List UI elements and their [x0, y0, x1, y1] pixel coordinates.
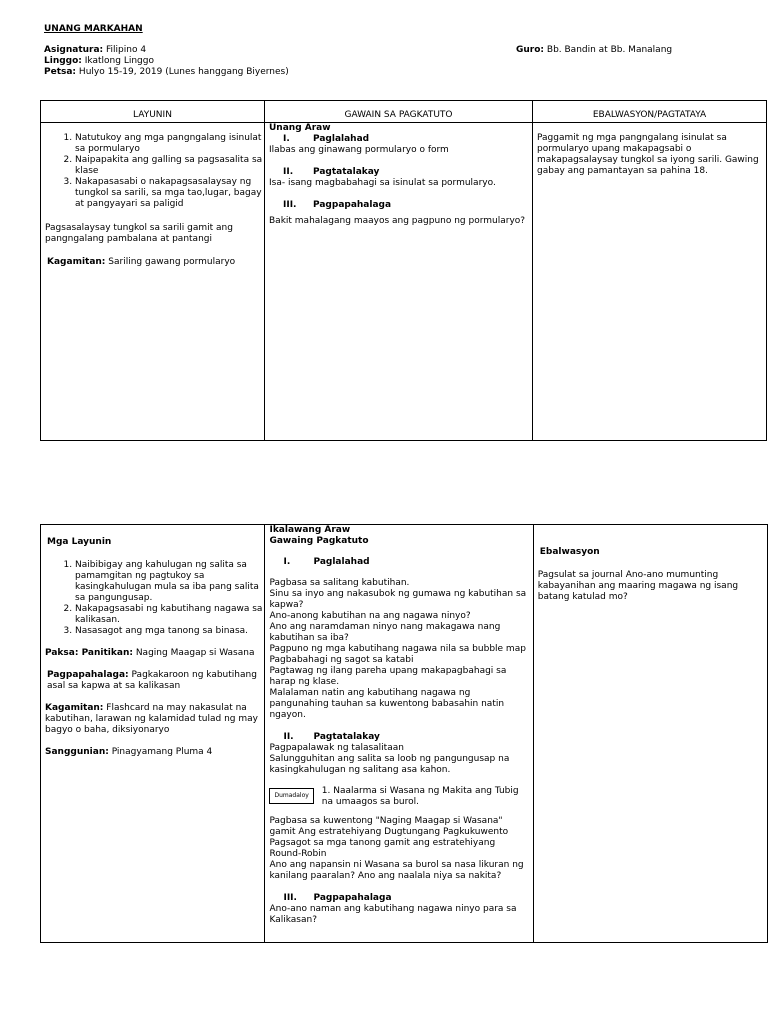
pagtatalakay-text: Isa- isang magbabahagi sa isinulat sa pormularyo. [269, 178, 496, 188]
lesson-table-1 [40, 100, 767, 441]
paksa-row: Paksa: Panitikan: Naging Maagap si Wasana [45, 648, 255, 658]
mga-layunin-title: Mga Layunin [47, 537, 112, 547]
paglalahad-text: Ilabas ang ginawang pormularyo o form [269, 145, 449, 155]
layunin-cell [41, 123, 265, 441]
paglalahad-lines [269, 578, 528, 721]
layunin-item: 2. Naipapakita ang galling sa pagsasalita sa klase [75, 155, 264, 177]
ebalwasyon-cell-2 [533, 525, 767, 943]
text-line: Salungguhitan ang salita sa loob ng pangungusap na kasingkahulugan ng salitang asa kahon. [269, 754, 510, 775]
layunin-item: 1. Naibibigay ang kahulugan ng salita sa pamamgitan ng pagtukoy sa kasingkahulugan mula sa iba pang salita sa pangungusap. [75, 560, 264, 604]
text-line: Pagbasa sa salitang kabutihan. [269, 578, 410, 588]
header-gawain: GAWAIN SA PAGKATUTO [265, 101, 533, 123]
header-ebalwasyon: EBALWASYON/PAGTATAYA [533, 101, 767, 123]
guro-row: Guro: Bb. Bandin at Bb. Manalang [516, 45, 673, 55]
layunin-list-2 [41, 560, 264, 637]
layunin-item: 3. Nasasagot ang mga tanong sa binasa. [75, 626, 264, 637]
gawain-cell-2 [265, 525, 533, 943]
ebalwasyon-text-2: Pagsulat sa journal Ano-ano mumunting kabayanihan ang maaring magawa ng isang batang katulad mo? [537, 570, 739, 602]
layunin-cell-2 [41, 525, 265, 943]
linggo-row: Linggo: Ikatlong Linggo [44, 56, 154, 66]
kahon-row [269, 786, 528, 808]
pagpapahalaga-text: Bakit mahalagang maayos ang pagpuno ng pormularyo? [269, 216, 526, 226]
petsa-row: Petsa: Hulyo 15-19, 2019 (Lunes hanggang Biyernes) [44, 67, 289, 77]
section-paglalahad-2: I. Paglalahad [283, 557, 370, 567]
kagamitan-row-2: Kagamitan: Flashcard na may nakasulat na kabutihan, larawan ng kalamidad tulad ng may bagyo o baha, diksiyonaryo [45, 703, 258, 735]
layunin-text: Pagsasalaysay tungkol sa sarili gamit ang pangngalang pambalana at pantangi [45, 223, 233, 244]
lesson-table-2 [40, 524, 768, 943]
kahon-sentence: 1. Naalarma si Wasana ng Makita ang Tubig na umaagos sa burol. [321, 786, 519, 807]
section-pagpapahalaga: III. Pagpapahalaga [283, 200, 392, 210]
layunin-item: 2. Nakapagsasabi ng kabutihang nagawa sa kalikasan. [75, 604, 264, 626]
pagpapahalaga-text-2: Ano-ano naman ang kabutihang nagawa ninyo para sa Kalikasan? [269, 904, 517, 925]
text-line: Pagsagot sa mga tanong gamit ang estratehiyang Round-Robin [269, 838, 496, 859]
ebalwasyon-title: Ebalwasyon [539, 547, 600, 557]
text-line: Pagpapalawak ng talasalitaan [269, 743, 404, 753]
ebalwasyon-text: Paggamit ng mga pangngalang isinulat sa pormularyo upang makapagsabi o makapagsalaysay tungkol sa iyong sarili. Gawing gabay ang pamantayan sa pahina 18. [537, 133, 759, 176]
text-line: Ano ang naramdaman ninyo nang makagawa nang kabutihan sa iba? [269, 622, 501, 643]
page-title: UNANG MARKAHAN [44, 24, 143, 34]
text-line: Malalaman natin ang kabutihang nagawa ng pangunahing tauhan sa kuwentong babasahin natin ngayon. [269, 688, 505, 720]
text-line: Pagbabahagi ng sagot sa katabi [269, 655, 414, 665]
gawain-cell [265, 123, 533, 441]
text-line: Pagbasa sa kuwentong "Naging Maagap si Wasana" gamit Ang estratehiyang Dugtungang Pagkukuwento [269, 816, 509, 837]
text-line: Sinu sa inyo ang nakasubok ng gumawa ng kabutihan sa kapwa? [269, 589, 527, 610]
section-pagtatalakay-2: II. Pagtatalakay [283, 732, 380, 742]
pagpapahalaga-row: Pagpapahalaga: Pagkakaroon ng kabutihang asal sa kapwa at sa kalikasan [47, 670, 257, 691]
layunin-item: 1. Natutukoy ang mga pangngalang isinulat sa pormularyo [75, 133, 264, 155]
sanggunian-row: Sanggunian: Pinagyamang Pluma 4 [45, 747, 213, 757]
gawain-label: Gawaing Pagkatuto [269, 536, 369, 546]
text-line: Ano ang napansin ni Wasana sa burol sa nasa likuran ng kanilang paaralan? Ano ang naalala niya sa nakita? [269, 860, 524, 881]
section-paglalahad: I. Paglalahad [283, 134, 370, 144]
araw-label-2: Ikalawang Araw [269, 525, 351, 535]
header-layunin: LAYUNIN [41, 101, 265, 123]
section-pagtatalakay: II. Pagtatalakay [283, 167, 380, 177]
asignatura-row: Asignatura: Filipino 4 [44, 45, 147, 55]
layunin-list [41, 133, 264, 210]
ebalwasyon-cell [533, 123, 767, 441]
text-line: Ano-anong kabutihan na ang nagawa ninyo? [269, 611, 471, 621]
section-pagpapahalaga-2: III. Pagpapahalaga [283, 893, 392, 903]
text-line: Pagpuno ng mga kabutihang nagawa nila sa bubble map [269, 644, 526, 654]
header-meta [44, 45, 289, 78]
araw-label: Unang Araw [269, 123, 331, 133]
text-line: Pagtawag ng ilang pareha upang makapagbahagi sa harap ng klase. [269, 666, 507, 687]
word-box: Dumadaloy [269, 788, 313, 804]
kagamitan-row: Kagamitan: Sariling gawang pormularyo [47, 257, 236, 267]
layunin-item: 3. Nakapasasabi o nakapagsasalaysay ng tungkol sa sarili, sa mga tao,lugar, bagay at pangyayari sa paligid [75, 177, 264, 210]
